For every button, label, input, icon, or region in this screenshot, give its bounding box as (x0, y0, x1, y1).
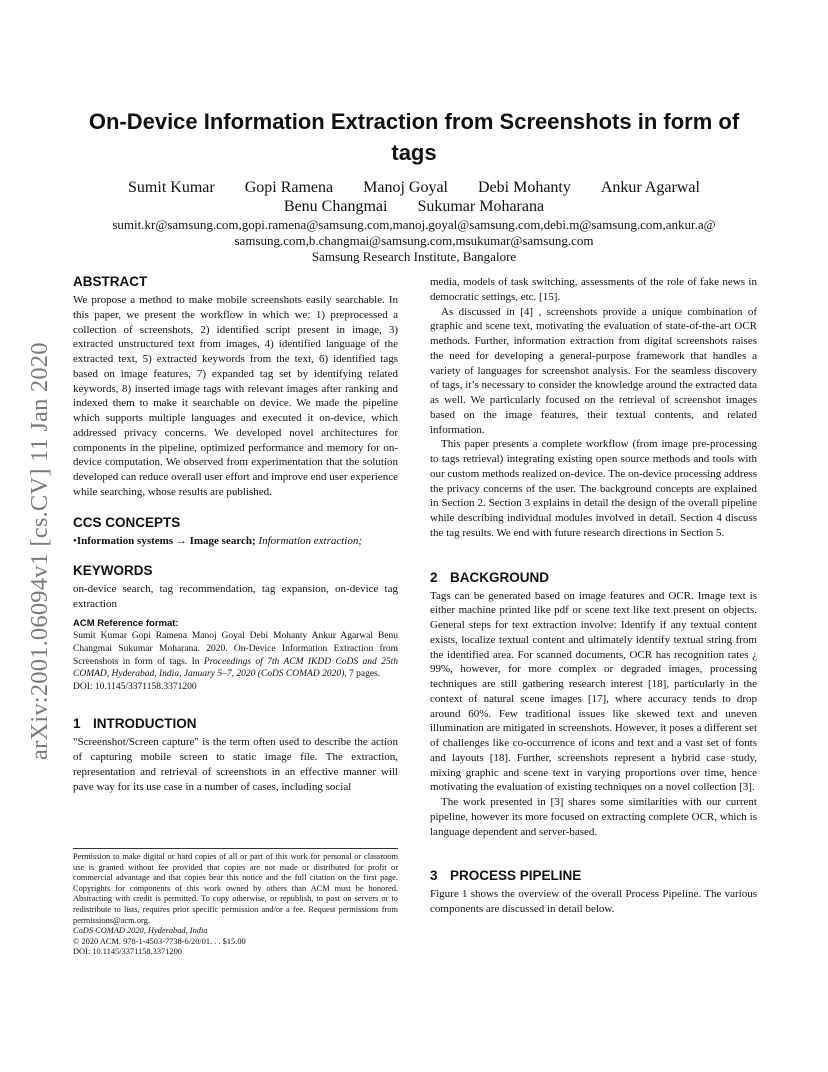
permission-block (73, 852, 398, 958)
author: Sumit Kumar (128, 179, 215, 196)
author: Ankur Agarwal (600, 179, 700, 196)
ccs-heading: CCS CONCEPTS (73, 514, 181, 530)
right-column (430, 275, 757, 917)
acm-ref-text: Sumit Kumar Gopi Ramena Manoj Goyal Debi Mohanty Ankur Agarwal Benu Changmai Sukumar Moharana. 2020. On-Device Information Extraction from Screenshots in form of tags. In Proceedings of 7th ACM IKDD CoDS and 25th COMAD, Hyderabad, India, January 5–7, 2020 (CoDS COMAD 2020), 7 pages. (73, 631, 398, 680)
author: Debi Mohanty (478, 179, 571, 196)
intro-paragraph-2: As discussed in [4] , screenshots provide a unique combination of graphic and scene text, motivating the evaluation of state-of-the-art OCR methods. Further, information extraction from digital screenshots raises the need for developing a general-purpose framework that handles a variety of languages for screenshot analysis. For the seamless discovery of tags, it’s necessary to consider the knowledge around the extracted data as well. We particularly focused on the retrieval of screenshot images based on the image features, their textual contents, and related information. (430, 305, 757, 436)
permission-text: Permission to make digital or hard copies of all or part of this work for personal or classroom use is granted without fee provided that copies are not made or distributed for profit or commercial advantage and that copies bear this notice and the full citation on the first page. Copyrights for components of this work owned by others than ACM must be honored. Abstracting with credit is permitted. To copy otherwise, or republish, to post on servers or to redistribute to lists, requires prior specific permission and/or a fee. Request permissions from permissions@acm.org. (73, 852, 398, 925)
footnote-rule (73, 848, 398, 849)
keywords-heading: KEYWORDS (73, 563, 153, 579)
abstract-heading: ABSTRACT (73, 274, 148, 289)
process-pipeline-heading: 3 PROCESS PIPELINE (430, 868, 582, 884)
intro-continued: media, models of task switching, assessments of the role of fake news in democratic settings, etc. [15]. (430, 276, 757, 303)
left-column (73, 273, 398, 794)
intro-text: "Screenshot/Screen capture" is the term often used to describe the action of capturing mobile screen to static image file. The extraction, representation and retrieval of screenshots in an effective manner will pave way for its use case in a number of cases, including social (73, 736, 398, 793)
ccs-text: •Information systems → Image search; Information extraction; (73, 534, 363, 547)
paper-title: On-Device Information Extraction from Screenshots in form of tags (88, 109, 740, 165)
acm-ref-heading: ACM Reference format: (73, 617, 179, 629)
authors-row-2 (70, 197, 758, 217)
process-pipeline-paragraph: Figure 1 shows the overview of the overall Process Pipeline. The various components are discussed in detail below. (430, 888, 757, 915)
permission-doi: DOI: 10.1145/3371158.3371200 (73, 947, 182, 957)
acm-reference (73, 618, 398, 694)
background-paragraph-2: The work presented in [3] shares some similarities with our current pipeline, however its more focused on extracting complete OCR, which is language dependent and server-based. (430, 796, 757, 838)
intro-paragraph-3: This paper presents a complete workflow (from image pre-processing to tags retrieval) integrating existing open source methods and tools with our custom methods realized on-device. The on-device processing address the privacy concerns of the user. The background concepts are explained in Section 2. Section 3 explains in detail the design of the overall pipeline while describing individual modules involved in detail. Section 4 discuss the tag results. We end with future research directions in Section 5. (430, 438, 757, 539)
intro-heading: 1 INTRODUCTION (73, 716, 197, 732)
acm-ref-doi: DOI: 10.1145/3371158.3371200 (73, 681, 197, 692)
authors-row-1 (70, 178, 758, 198)
emails-line-2: samsung.com,b.changmai@samsung.com,msukumar@samsung.com (234, 233, 594, 248)
affiliation: Samsung Research Institute, Bangalore (311, 249, 517, 264)
abstract-text: We propose a method to make mobile screenshots easily searchable. In this paper, we present the workflow in which we: 1) preprocessed a collection of screenshots, 2) identified script present in image, 3) extracted unstructured text from images, 4) identified language of the extracted text, 5) extracted keywords from the text, 6) identified tags based on image features, 7) expanded tag set by identifying related keywords, 8) inserted image tags with relevant images after ranking and indexed them to make it searchable on device. We made the pipeline which supports multiple languages and executed it on-device, which addressed privacy concerns. We developed novel architectures for components in the pipeline, optimized performance and memory for on-device computation. We observed from experimentation that the solution developed can reduce overall user effort and improve end user experience while searching, whose results are published. (73, 294, 398, 498)
keywords-text: on-device search, tag recommendation, tag expansion, on-device tag extraction (73, 583, 398, 610)
background-heading: 2 BACKGROUND (430, 569, 549, 585)
author: Benu Changmai (283, 198, 388, 215)
emails-line-1: sumit.kr@samsung.com,gopi.ramena@samsung.com,manoj.goyal@samsung.com,debi.m@samsung.com,ankur.a@ (112, 217, 716, 232)
permission-copyright: © 2020 ACM. 978-1-4503-7738-6/20/01. . . $15.00 (73, 936, 246, 946)
author: Gopi Ramena (244, 179, 334, 196)
author: Sukumar Moharana (417, 198, 545, 215)
background-paragraph-1: Tags can be generated based on image features and OCR. Image text is either machine printed like pdf or scene text like text present on objects. General steps for text extraction involve: Identify if any textual content exists, localize textual content and ultimately identify textual string from the identified area. For scanned documents, OCR has recognition rates ¿ 99%, however, for more complex or degraded images, processing techniques are still gathering research interest [18], particularly in the context of natural scene images [17], where accuracy tends to drop around 60%. Few traditional issues like skewed text and uneven illumination are mitigated in screenshots. However, it poses a different set of challenges like co-occurrence of icons and text and a vast set of fonts and layouts [18]. Further, screenshots represent a hybrid case study, mixing graphic and scene text in varying proportions over time, hence motivating the evaluation of existing techniques on a novel collection [3]. (430, 589, 757, 794)
author: Manoj Goyal (363, 179, 448, 196)
permission-venue: CoDS COMAD 2020, Hyderabad, India (73, 926, 208, 936)
